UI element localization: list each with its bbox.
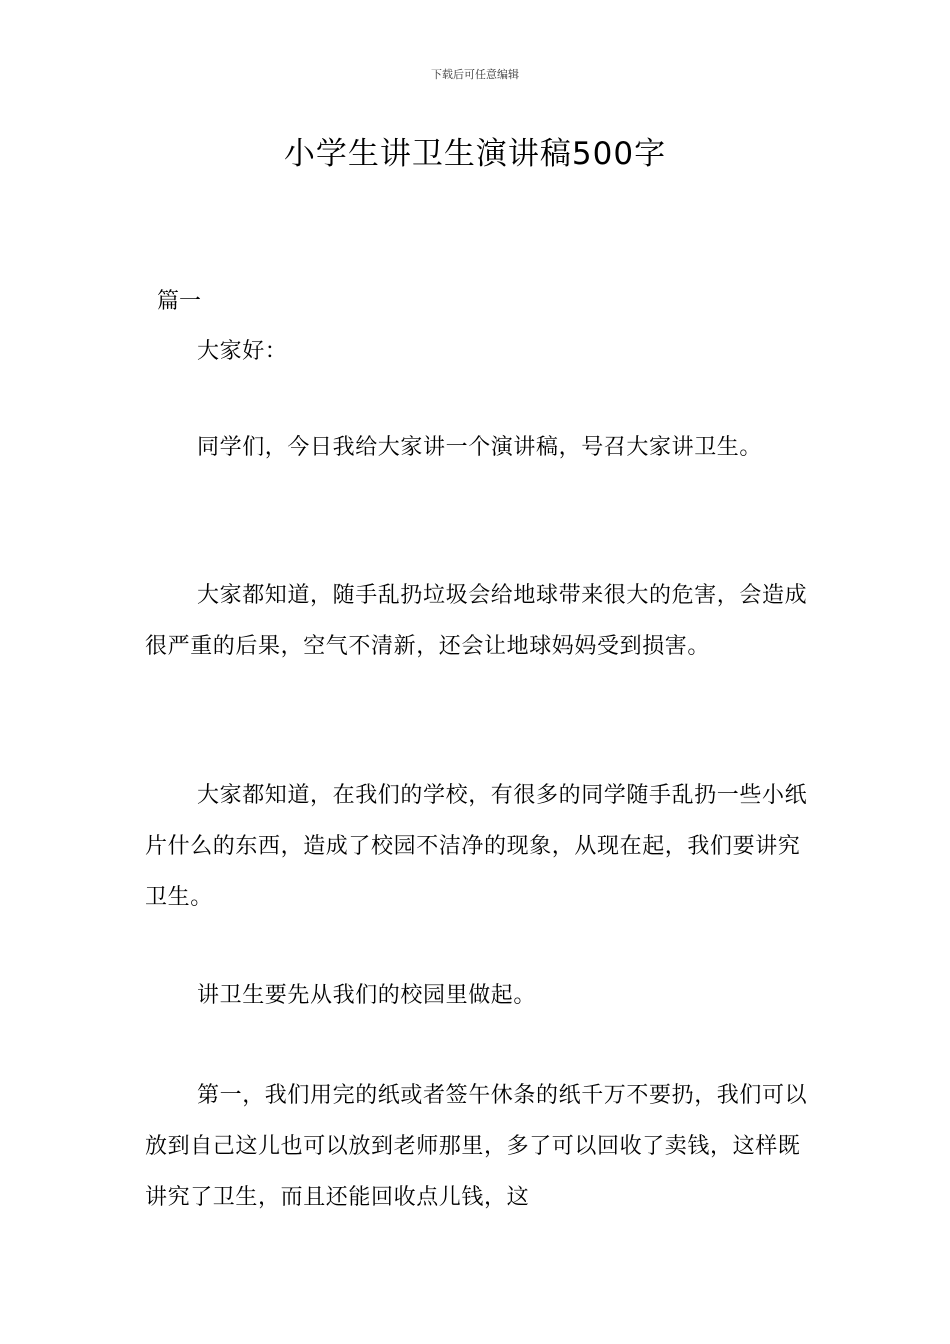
paragraph-3: 大家都知道，在我们的学校，有很多的同学随手乱扔一些小纸片什么的东西，造成了校园不洁净的现象，从现在起，我们要讲究卫生。 — [145, 783, 808, 910]
section-label: 篇一 — [157, 289, 202, 314]
paragraph-2: 大家都知道，随手乱扔垃圾会给地球带来很大的危害，会造成很严重的后果，空气不清新，还会让地球妈妈受到损害。 — [145, 583, 808, 659]
header-note: 下载后可任意编辑 — [431, 68, 519, 81]
paragraph-4: 讲卫生要先从我们的校园里做起。 — [197, 983, 537, 1008]
paragraph-5: 第一，我们用完的纸或者签午休条的纸千万不要扔，我们可以放到自己这儿也可以放到老师那里，多了可以回收了卖钱，这样既讲究了卫生，而且还能回收点儿钱，这 — [145, 1083, 808, 1210]
paragraph-1: 同学们，今日我给大家讲一个演讲稿，号召大家讲卫生。 — [197, 435, 763, 460]
document-title: 小学生讲卫生演讲稿500字 — [283, 136, 667, 172]
greeting-paragraph: 大家好： — [197, 339, 288, 364]
